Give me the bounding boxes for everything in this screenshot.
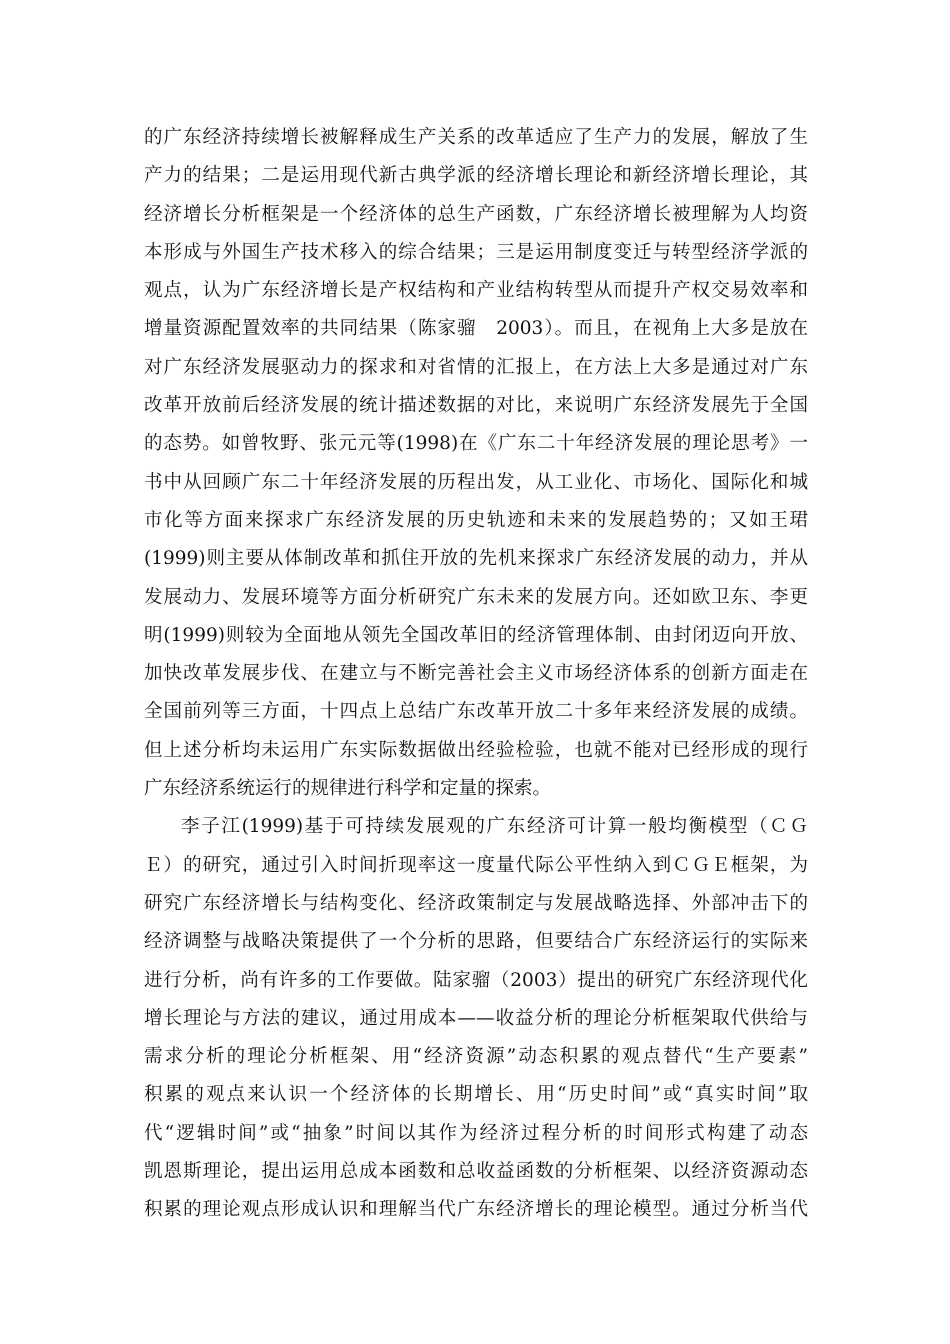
text-line: 进行分析，尚有许多的工作要做。陆家骝（2003）提出的研究广东经济现代化 [144,969,808,991]
text-line: 经济调整与战略决策提供了一个分析的思路，但要结合广东经济运行的实际来 [144,931,808,953]
text-line: 凯恩斯理论，提出运用总成本函数和总收益函数的分析框架、以经济资源动态 [144,1161,808,1183]
text-line: 改革开放前后经济发展的统计描述数据的对比，来说明广东经济发展先于全国 [144,395,808,417]
text-line: 观点，认为广东经济增长是产权结构和产业结构转型从而提升产权交易效率和 [144,280,808,302]
text-line: 本形成与外国生产技术移入的综合结果；三是运用制度变迁与转型经济学派的 [144,241,808,263]
text-line: 但上述分析均未运用广东实际数据做出经验检验，也就不能对已经形成的现行 [144,739,808,761]
text-line: (1999)则主要从体制改革和抓住开放的先机来探求广东经济发展的动力，并从 [144,548,808,570]
text-line: 产力的结果；二是运用现代新古典学派的经济增长理论和新经济增长理论，其 [144,165,808,187]
text-line: 代“逻辑时间”或“抽象”时间以其作为经济过程分析的时间形式构建了动态 [144,1122,808,1144]
text-line: 全国前列等三方面，十四点上总结广东改革开放二十多年来经济发展的成绩。 [144,701,808,723]
text-line: Ｅ）的研究，通过引入时间折现率这一度量代际公平性纳入到ＣＧＥ框架，为 [144,854,808,876]
text-line: 需求分析的理论分析框架、用“经济资源”动态积累的观点替代“生产要素” [144,1046,808,1068]
text-line: 增长理论与方法的建议，通过用成本——收益分析的理论分析框架取代供给与 [144,1007,808,1029]
text-line: 研究广东经济增长与结构变化、经济政策制定与发展战略选择、外部冲击下的 [144,892,808,914]
text-line: 发展动力、发展环境等方面分析研究广东未来的发展方向。还如欧卫东、李更 [144,586,808,608]
text-line: 广东经济系统运行的规律进行科学和定量的探索。 [144,778,552,800]
text-line: 的广东经济持续增长被解释成生产关系的改革适应了生产力的发展，解放了生 [144,127,808,148]
text-line: 经济增长分析框架是一个经济体的总生产函数，广东经济增长被理解为人均资 [144,203,808,225]
text-line: 市化等方面来探求广东经济发展的历史轨迹和未来的发展趋势的；又如王珺 [144,509,808,531]
text-line: 书中从回顾广东二十年经济发展的历程出发，从工业化、市场化、国际化和城 [144,471,808,493]
text-line: 增量资源配置效率的共同结果（陈家骝 2003）。而且，在视角上大多是放在 [144,318,808,340]
body-text [144,119,808,1230]
text-line: 明(1999)则较为全面地从领先全国改革旧的经济管理体制、由封闭迈向开放、 [144,624,808,646]
text-line: 加快改革发展步伐、在建立与不断完善社会主义市场经济体系的创新方面走在 [144,663,808,685]
text-line: 李子江(1999)基于可持续发展观的广东经济可计算一般均衡模型（ＣＧ [181,816,808,838]
text-line: 积累的观点来认识一个经济体的长期增长、用“历史时间”或“真实时间”取 [144,1084,808,1106]
text-line: 对广东经济发展驱动力的探求和对省情的汇报上，在方法上大多是通过对广东 [144,356,808,378]
text-line: 的态势。如曾牧野、张元元等(1998)在《广东二十年经济发展的理论思考》一 [144,433,808,455]
text-line: 积累的理论观点形成认识和理解当代广东经济增长的理论模型。通过分析当代 [144,1199,808,1221]
